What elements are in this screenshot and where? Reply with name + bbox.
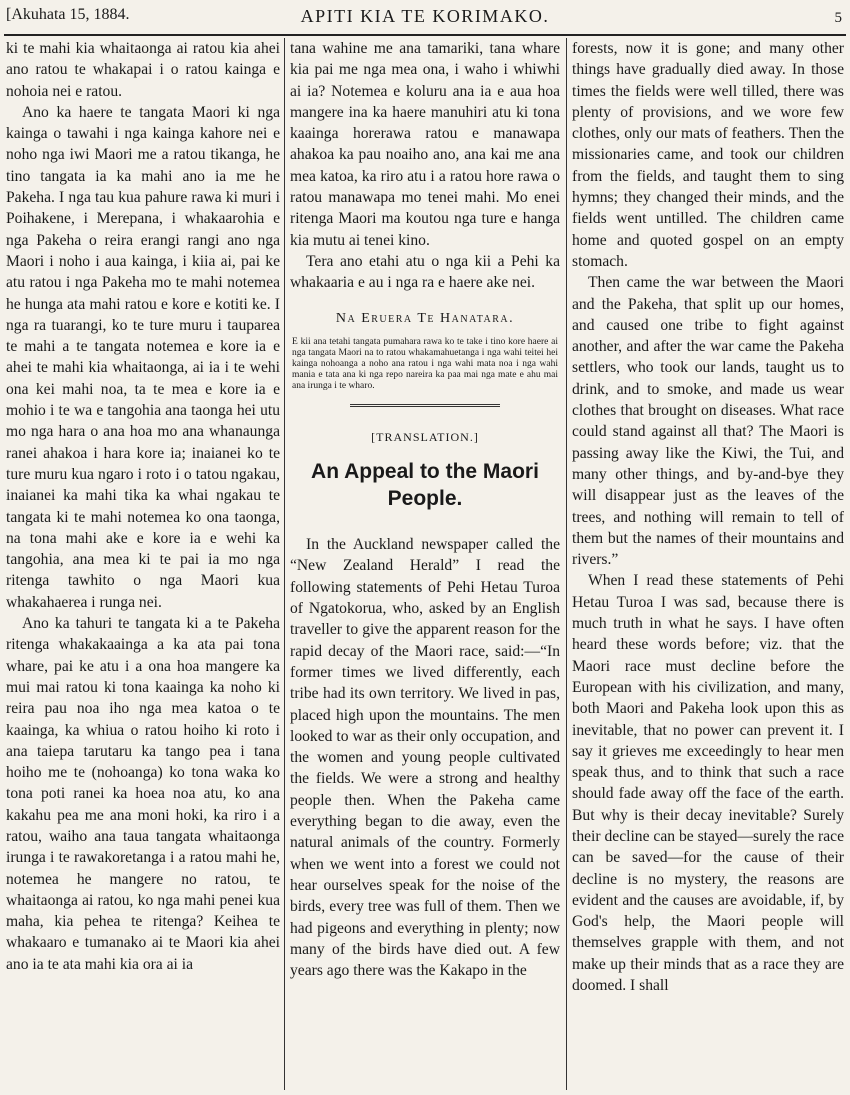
section-divider [350,404,500,407]
col1-paragraph-2: Ano ka haere te tangata Maori ki nga kainga o tawahi i nga kainga kahore nei e noho nga iwi Maori me a ratou tikanga, he tino tangata ia ka mahi ano ia me he Pakeha. I nga tau kua pahure rawa ki muri i Poihakene, i Merepana, i whakaarohia e nga Pakeha o reira erangi rangi ano nga Maori i noho i aua kainga, i kiia ai, pai ke atu ratou i nga Pakeha mo te mahi notemea he hunga ata mahi ratou e kore e kotiti ke. I nga ra tuarangi, ko te ture muru i tauparea te mahi a te tangata notemea e kore ia e ahei te mahi kia whaitaonga, ai ia i te wehi ona kei mahi noa, ta te mea e kore ia e mohio i te wa e tangohia ana taonga hei utu mo nga hara o ana hoa mo ana whanaunga ranei ahakoa i hara kore ia; inaianei ko te ture muru kua ngaro i roto i o tatou ngakau, inaianei ka mahi tika ka whai ngakau te tangata ki te mahi notemea ko ona taonga, na tona mahi ake e kore ia e wehi ka tangohia, ana mea ki te pai ia mo nga ritenga tawhito o nga Maori kua whakahaerea i runga nei. [6,103,280,611]
col2-paragraph-3: In the Auckland newspaper called the “New Zealand Herald” I read the following statements of Pehi Hetau Turoa of Ngatokorua, who, asked by an English traveller to give the apparent reason for the rapid decay of the Maori race, said:—“In former times we lived differently, each tribe had its own territory. We lived in pas, placed high upon the mountains. The men looked to war as their only occupation, and the women and young people cultivated the fields. We were a strong and healthy people then. When the Pakeha came everything began to die away, even the natural animals of the country. Formerly when we went into a forest we could not hear ourselves speak for the noise of the birds, every tree was full of them. Then we had pigeons and everything in plenty; now many of the birds have died out. A few years ago there was the Kakapo in the [290,536,560,980]
col2-paragraph-2: Tera ano etahi atu o nga kii a Pehi ka whakaaria e au i nga ra e haere ake nei. [290,252,560,292]
col1-paragraph-1: ki te mahi kia whaitaonga ai ratou kia ahei ano ratou te whakapai i o ratou kainga e nohoia nei e ratou. [6,40,280,100]
column-divider-1 [284,38,285,1090]
page-header [0,0,850,36]
column-1 [6,38,280,1090]
page-number: 5 [834,10,842,26]
col3-paragraph-1: forests, now it is gone; and many other things have gradually died away. In those times the fields were well tilled, there was plenty of provisions, and we wore few clothes, only our mats of feathers. Then the missionaries came, and took our children from the fields, and taught them to sing hymns; they changed their minds, and the fields went untilled. The children came home and quoted gospel on an empty stomach. [572,40,844,270]
translation-label: [TRANSLATION.] [371,429,479,444]
col1-paragraph-3: Ano ka tahuri te tangata ki a te Pakeha ritenga whakakaainga a ka ata pai tona whare, pai ke atu i a ona hoa mangere ka mui mai ratou ki tona kaainga ka noho ki reira pau noa iho nga mea katoa o te kaainga, ka whiua o ratou hoiho ki roto i ana taiepa tarutaru ka tango pea i tana hoiho me te (nohoanga) ko tona waka ko tona poti ranei ka hoea noa atu, ko ana kakahu pea me ana moni hoki, ka riro i a ratou, waiho ana taua tangata whaitaonga irunga i te rawakoretanga i a ratou mahi he, notemea he mangere no ratou, te whaitaonga ai ratou, ko nga mahi penei kua maha, kia pehea te ritenga? Keihea te whakaaro e tumanako ai te Maori kia ahei ano ia te ata mahi kia ora ai ia [6,615,280,973]
col2-paragraph-1: tana wahine me ana tamariki, tana whare kia pai me nga mea ona, i waho i whiwhi ai ia? Notemea e koluru ana ia e aua hoa mangere ina ka haere manuhiri atu ki tona kaainga horerawa ratou e manawapa ahakoa ka pau noaiho ano, ana kai me ana mea katoa, ka riro atu i a ratou hore rawa o ratou manawapa mo tenei mahi. Mo enei ritenga Maori ma koutou nga ture e hanga kia mutu ai tenei kino. [290,40,560,249]
col3-paragraph-2: Then came the war between the Maori and the Pakeha, that split up our homes, and caused one tribe to fight against another, and after the war came the Pakeha settlers, who took our lands, taught us to drink, and to smoke, and made us wear clothes that brought on diseases. What race could stand against all that? The Maori is passing away like the Kiwi, the Tui, and many other things, and by-and-bye they will disappear just as the leaves of the trees, and nothing will remain to tell of them but the names of their mountains and rivers.” [572,274,844,569]
issue-date: [Akuhata 15, 1884. [6,6,130,23]
header-rule [4,34,846,36]
column-3 [572,38,844,1090]
column-2 [290,38,560,1090]
author-signature: Na Eruera Te Hanatara. [335,310,515,326]
article-headline: An Appeal to the Maori People. [311,460,539,511]
editorial-note: E kii ana tetahi tangata pumahara rawa ko te take i tino kore haere ai nga tangata Maori na to ratou whakamahuetanga i nga wahi teitei hei kainga nohoanga a noho ana ratou i nga wahi mata noa i nga wahi mania e tata ana ki nga repo nareira ka paa mai nga mate e ahu mai ana irunga i te wharo. [292,336,558,391]
newspaper-title: APITI KIA TE KORIMAKO. [300,6,550,26]
column-divider-2 [566,38,567,1090]
col3-paragraph-3: When I read these statements of Pehi Hetau Turoa I was sad, because there is much truth in what he says. I have often heard these words before; viz. that the Maori race must decline before the European with his civilization, and many, both Maori and Pakeha look upon this as inevitable, that no power can prevent it. I say it grieves me exceedingly to hear men speak thus, and to think that such a race should fade away off the face of the earth. But why is their decay inevitable? Surely their decline can be stayed—surely the race can be saved—for the cause of their decline is no mystery, the reasons are evident and the causes are avoidable, if, by God's help, the Maori people will themselves grapple with them, and not make up their minds that as a race they are doomed. I shall [572,572,844,995]
